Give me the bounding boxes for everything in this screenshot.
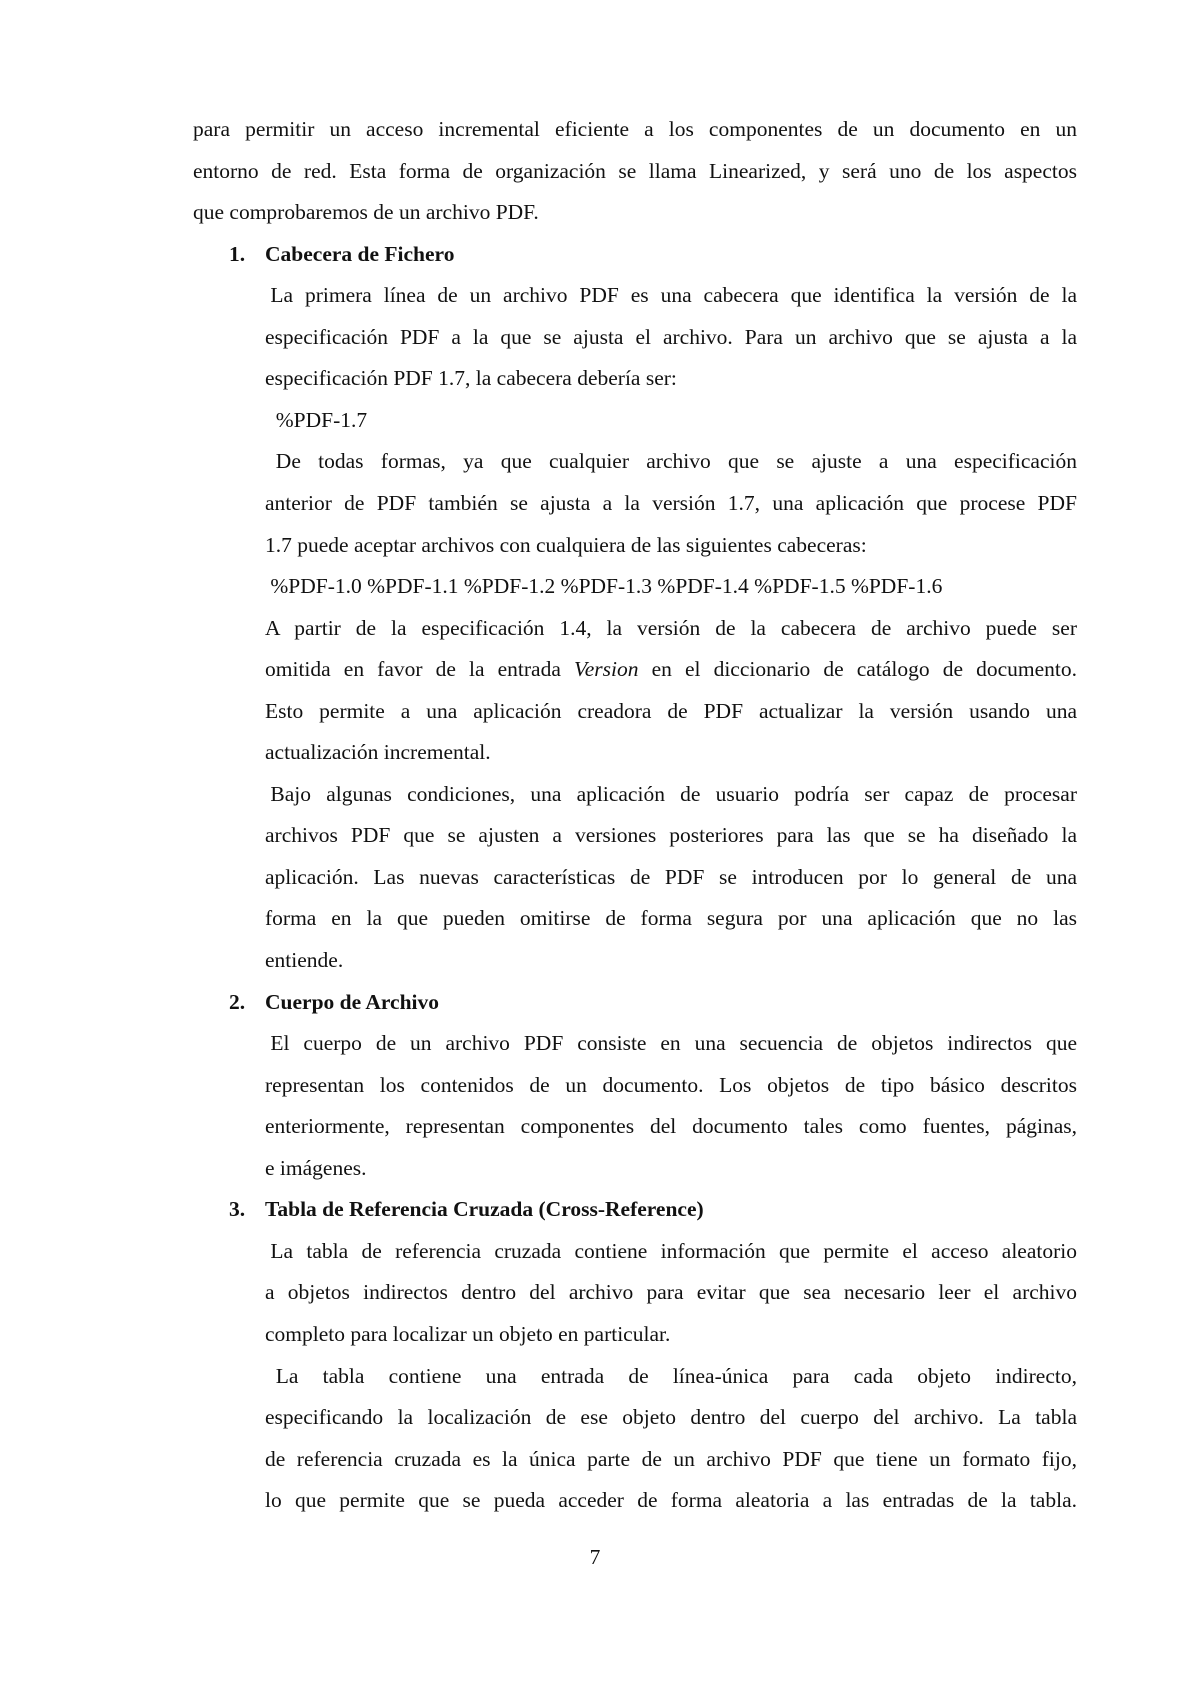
section-number: 3. <box>229 1197 246 1222</box>
section-heading: Cuerpo de Archivo <box>265 989 439 1014</box>
paragraph-line: entiende. <box>265 948 344 972</box>
section-heading: Cabecera de Fichero <box>265 241 455 266</box>
paragraph-line: entorno de red. Esta forma de organización se llama Linearized, y será uno de los aspectos <box>193 158 1077 183</box>
paragraph-line: completo para localizar un objeto en particular. <box>265 1321 671 1346</box>
paragraph-line: El cuerpo de un archivo PDF consiste en una secuencia de objetos indirectos que <box>270 1031 1077 1056</box>
paragraph-line: A partir de la especificación 1.4, la versión de la cabecera de archivo puede ser <box>265 615 1077 640</box>
paragraph-line <box>265 655 1077 683</box>
paragraph-line: aplicación. Las nuevas características de PDF se introducen por lo general de una <box>265 864 1077 889</box>
paragraph-line: La tabla de referencia cruzada contiene información que permite el acceso aleatorio <box>270 1238 1077 1263</box>
paragraph-line: actualización incremental. <box>265 740 491 765</box>
paragraph-line: 1.7 puede aceptar archivos con cualquiera de las siguientes cabeceras: <box>265 532 867 557</box>
paragraph-line: %PDF-1.7 <box>265 407 368 432</box>
section-heading: Tabla de Referencia Cruzada (Cross-Reference) <box>265 1197 704 1222</box>
paragraph-line: especificación PDF a la que se ajusta el archivo. Para un archivo que se ajusta a la <box>265 324 1077 349</box>
paragraph-line: e imágenes. <box>265 1155 367 1180</box>
paragraph-line: Bajo algunas condiciones, una aplicación de usuario podría ser capaz de procesar <box>270 781 1077 806</box>
text-run: en el diccionario de catálogo de documento. <box>638 657 1077 682</box>
section-number: 2. <box>229 989 246 1014</box>
text-run: omitida en favor de la entrada <box>265 657 574 682</box>
section-number: 1. <box>229 241 246 266</box>
paragraph-line: La primera línea de un archivo PDF es una cabecera que identifica la versión de la <box>270 283 1077 308</box>
italic-term: Version <box>573 657 639 682</box>
paragraph-line: especificando la localización de ese objeto dentro del cuerpo del archivo. La tabla <box>265 1405 1077 1430</box>
paragraph-line: lo que permite que se pueda acceder de forma aleatoria a las entradas de la tabla. <box>265 1488 1077 1513</box>
paragraph-line: %PDF-1.0 %PDF-1.1 %PDF-1.2 %PDF-1.3 %PDF-1.4 %PDF-1.5 %PDF-1.6 <box>265 574 943 599</box>
paragraph-line: Esto permite a una aplicación creadora de PDF actualizar la versión usando una <box>265 698 1077 723</box>
paragraph-line: de referencia cruzada es la única parte de un archivo PDF que tiene un formato fijo, <box>265 1446 1077 1471</box>
paragraph-line: forma en la que pueden omitirse de forma segura por una aplicación que no las <box>265 906 1077 931</box>
paragraph-line: representan los contenidos de un documento. Los objetos de tipo básico descritos <box>265 1072 1077 1097</box>
paragraph-line: especificación PDF 1.7, la cabecera debería ser: <box>265 366 677 391</box>
paragraph-line: a objetos indirectos dentro del archivo para evitar que sea necesario leer el archivo <box>265 1280 1077 1305</box>
paragraph-line: De todas formas, ya que cualquier archivo que se ajuste a una especificación <box>275 449 1077 474</box>
paragraph-line: que comprobaremos de un archivo PDF. <box>193 200 539 225</box>
paragraph-line: para permitir un acceso incremental eficiente a los componentes de un documento en un <box>193 117 1077 141</box>
page-number: 7 <box>589 1545 601 1569</box>
paragraph-line: archivos PDF que se ajusten a versiones posteriores para las que se ha diseñado la <box>265 823 1077 848</box>
paragraph-line: La tabla contiene una entrada de línea-única para cada objeto indirecto, <box>275 1363 1077 1388</box>
paragraph-line: enteriormente, representan componentes del documento tales como fuentes, páginas, <box>265 1114 1077 1139</box>
paragraph-line: anterior de PDF también se ajusta a la versión 1.7, una aplicación que procese PDF <box>265 490 1077 515</box>
